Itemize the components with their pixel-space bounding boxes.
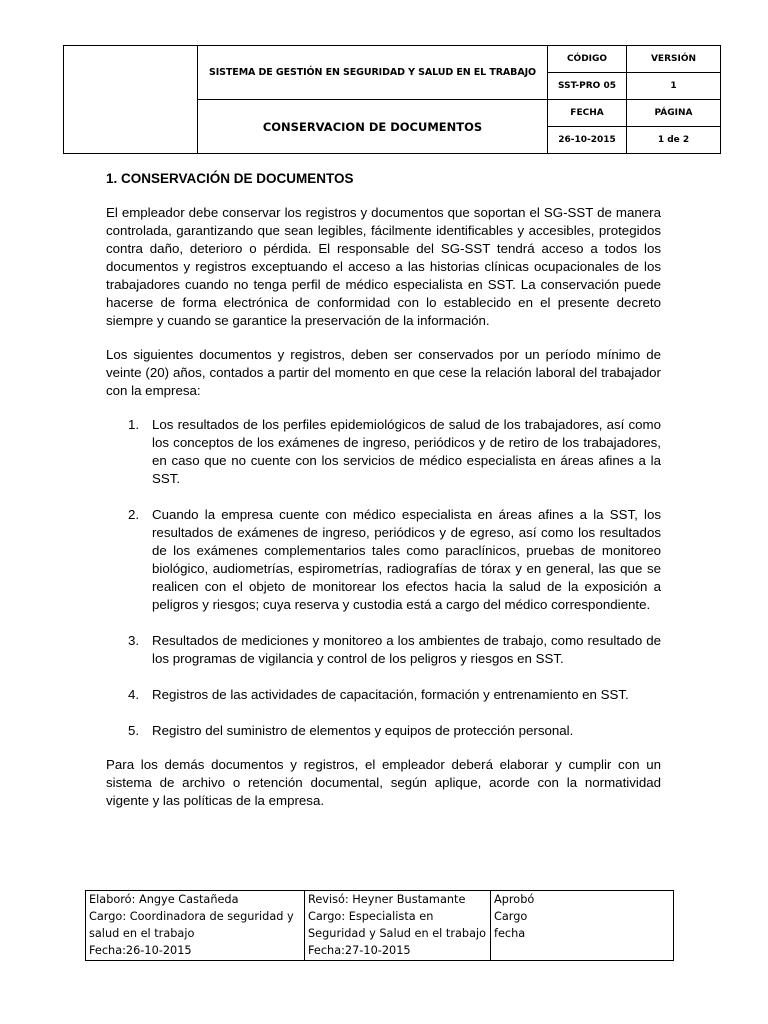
list-number: 4. <box>128 687 140 702</box>
reviewed-role: Cargo: Especialista en <box>308 910 434 923</box>
approved-date: fecha <box>494 927 526 940</box>
list-text: Registros de las actividades de capacitación, formación y entrenamiento en SST. <box>152 687 629 702</box>
list-number: 1. <box>128 417 140 432</box>
approval-table <box>85 890 674 961</box>
prepared-by: Elaboró: Angye Castañeda <box>89 893 239 906</box>
prepared-role: Cargo: Coordinadora de seguridad y <box>89 910 294 923</box>
list-text: Los resultados de los perfiles epidemiológicos de salud de los trabajadores, así como los conceptos de los exámenes de ingreso, periódicos y de retiro de los trabajadores, en caso que no cuente con los servicios de médico especialista en áreas afines a la SST. <box>152 417 661 486</box>
logo-cell <box>64 46 198 154</box>
list-number: 2. <box>128 507 140 522</box>
list-item <box>106 722 661 740</box>
list-number: 5. <box>128 723 140 738</box>
date-label: FECHA <box>548 100 627 127</box>
code-label: CÓDIGO <box>548 46 627 73</box>
list-number: 3. <box>128 633 140 648</box>
page-value: 1 de 2 <box>627 127 721 154</box>
approved-by: Aprobó <box>494 893 535 906</box>
version-label: VERSIÓN <box>627 46 721 73</box>
reviewed-role-cont: Seguridad y Salud en el trabajo <box>308 927 487 940</box>
reviewed-by-cell <box>305 891 491 961</box>
document-title: CONSERVACION DE DOCUMENTOS <box>198 100 548 154</box>
prepared-role-cont: salud en el trabajo <box>89 927 195 940</box>
list-text: Registro del suministro de elementos y equipos de protección personal. <box>152 723 574 738</box>
version-value: 1 <box>627 73 721 100</box>
list-item <box>106 686 661 704</box>
list-item <box>106 416 661 488</box>
system-title: SISTEMA DE GESTIÓN EN SEGURIDAD Y SALUD EN EL TRABAJO <box>198 46 548 100</box>
header-table <box>63 45 721 154</box>
prepared-by-cell <box>86 891 305 961</box>
date-value: 26-10-2015 <box>548 127 627 154</box>
approved-by-cell <box>491 891 674 961</box>
document-body <box>106 170 661 826</box>
list-text: Cuando la empresa cuente con médico especialista en áreas afines a la SST, los resultados de exámenes de ingreso, periódicos y de egreso, así como los resultados de los exámenes complementarios tales como paraclínicos, pruebas de monitoreo biológico, audiometrías, espirometrías, radiografías de tórax y en general, las que se realicen con el objeto de monitorear los efectos hacia la salud de la exposición a peligros y riesgos; cuya reserva y custodia está a cargo del médico correspondiente. <box>152 507 661 612</box>
paragraph-2: Los siguientes documentos y registros, deben ser conservados por un período mínimo de veinte (20) años, contados a partir del momento en que cese la relación laboral del trabajador con la empresa: <box>106 347 661 398</box>
reviewed-by: Revisó: Heyner Bustamante <box>308 893 466 906</box>
page-label: PÁGINA <box>627 100 721 127</box>
prepared-date: Fecha:26-10-2015 <box>89 944 192 957</box>
section-heading: 1. CONSERVACIÓN DE DOCUMENTOS <box>106 171 354 186</box>
approved-role: Cargo <box>494 910 528 923</box>
list-text: Resultados de mediciones y monitoreo a los ambientes de trabajo, como resultado de los programas de vigilancia y control de los peligros y riesgos en SST. <box>152 633 661 666</box>
code-value: SST-PRO 05 <box>548 73 627 100</box>
records-list <box>106 416 661 740</box>
paragraph-1: El empleador debe conservar los registros y documentos que soportan el SG-SST de manera controlada, garantizando que sean legibles, fácilmente identificables y accesibles, protegidos contra daño, deterioro o pérdida. El responsable del SG-SST tendrá acceso a todos los documentos y registros exceptuando el acceso a las historias clínicas ocupacionales de los trabajadores cuando no tenga perfil de médico especialista en SST. La conservación puede hacerse de forma electrónica de conformidad con lo establecido en el presente decreto siempre y cuando se garantice la preservación de la información. <box>106 205 661 328</box>
list-item <box>106 632 661 668</box>
list-item <box>106 506 661 614</box>
reviewed-date: Fecha:27-10-2015 <box>308 944 411 957</box>
paragraph-3: Para los demás documentos y registros, el empleador deberá elaborar y cumplir con un sistema de archivo o retención documental, según aplique, acorde con la normatividad vigente y las políticas de la empresa. <box>106 757 661 808</box>
